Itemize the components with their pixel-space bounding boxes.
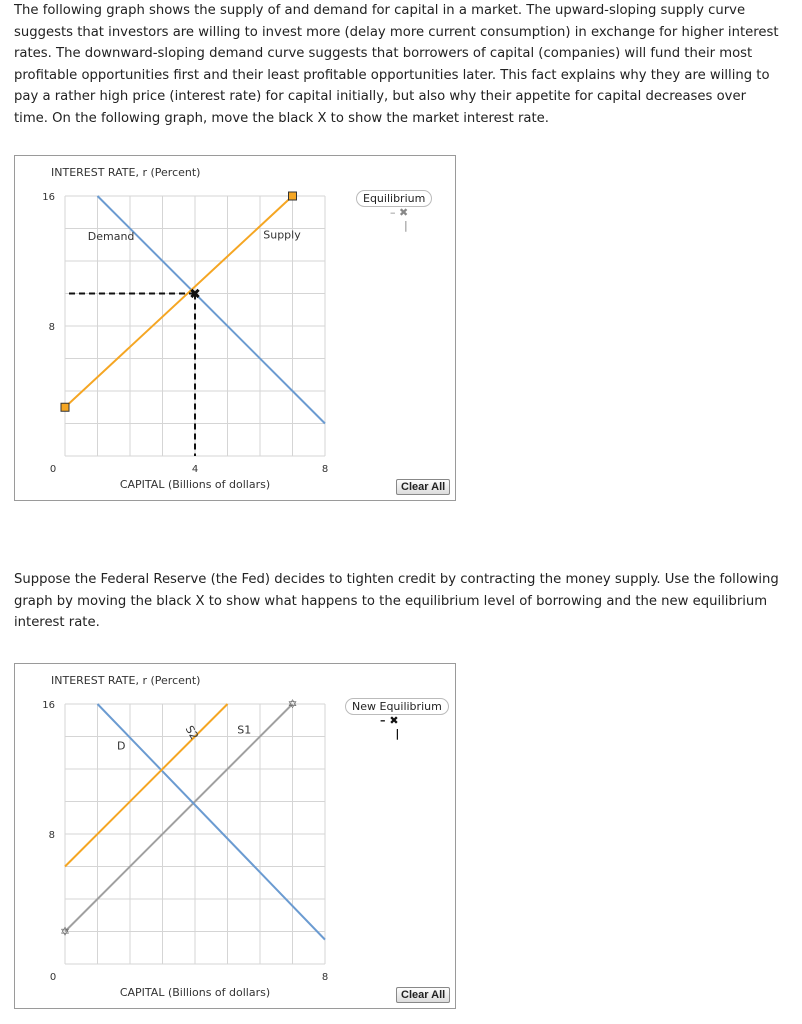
demand-label: Demand	[87, 229, 135, 243]
supply-s1-endpoint-icon: ✡	[59, 924, 71, 939]
equilibrium-tool-icon[interactable]: – ✖ |	[390, 206, 409, 232]
supply-endpoint-handle	[61, 403, 69, 411]
supply-s1-curve	[65, 704, 293, 932]
market-graph	[15, 156, 455, 500]
demand-curve	[98, 704, 326, 940]
supply-endpoint-handle	[289, 192, 297, 200]
supply-s1-endpoint-icon: ✡	[287, 697, 298, 711]
equilibrium-x-marker[interactable]: ✖	[189, 286, 201, 303]
clear-all-button[interactable]: Clear All	[396, 479, 450, 495]
x-tick-label: 0	[49, 464, 57, 475]
intro-paragraph: The following graph shows the supply of and demand for capital in a market. The upward-sloping supply curve suggests that investors are willing to invest more (delay more current consumption) in exchange for higher interest rates. The downward-sloping demand curve suggests that borrowers of capital (companies) will fund their most profitable opportunities first and their least profitable opportunities later. This fact explains why they are willing to pay a rather high price (interest rate) for capital initially, but also why their appetite for capital decreases over time. On the following graph, move the black X to show the market interest rate.	[14, 3, 779, 126]
supply-s1-label: S1	[237, 723, 252, 737]
supply-label: Supply	[263, 228, 301, 242]
fed-graph-panel	[14, 663, 456, 1009]
x-tick-label: 8	[321, 464, 329, 475]
supply-curve	[65, 196, 293, 407]
x-tick-label: 4	[191, 464, 199, 475]
x-axis-title: CAPITAL (Billions of dollars)	[119, 478, 271, 491]
question-paragraph: Suppose the Federal Reserve (the Fed) decides to tighten credit by contracting the money supply. Use the following graph by moving the black X to show what happens to the equilibrium level of borrowing and the new equilibrium interest rate.	[14, 572, 779, 630]
x-tick-label: 8	[321, 972, 329, 983]
y-tick-label: 16	[42, 192, 55, 203]
supply-s2-curve	[65, 704, 228, 867]
new-equilibrium-tool-icon[interactable]: – ✖ |	[380, 714, 400, 740]
equilibrium-legend-label: Equilibrium	[356, 190, 432, 207]
x-axis-title: CAPITAL (Billions of dollars)	[119, 986, 271, 999]
y-tick-label: 8	[48, 830, 55, 841]
market-graph-panel	[14, 155, 456, 501]
x-tick-label: 0	[49, 972, 57, 983]
new-equilibrium-legend-label: New Equilibrium	[345, 698, 449, 715]
supply-s2-label: S2	[182, 723, 201, 742]
y-tick-label: 16	[42, 700, 55, 711]
clear-all-button-2[interactable]: Clear All	[396, 987, 450, 1003]
y-tick-label: 8	[48, 322, 55, 333]
y-axis-title: INTEREST RATE, r (Percent)	[51, 674, 201, 687]
demand-label-d: D	[117, 739, 126, 753]
y-axis-title: INTEREST RATE, r (Percent)	[51, 166, 201, 179]
